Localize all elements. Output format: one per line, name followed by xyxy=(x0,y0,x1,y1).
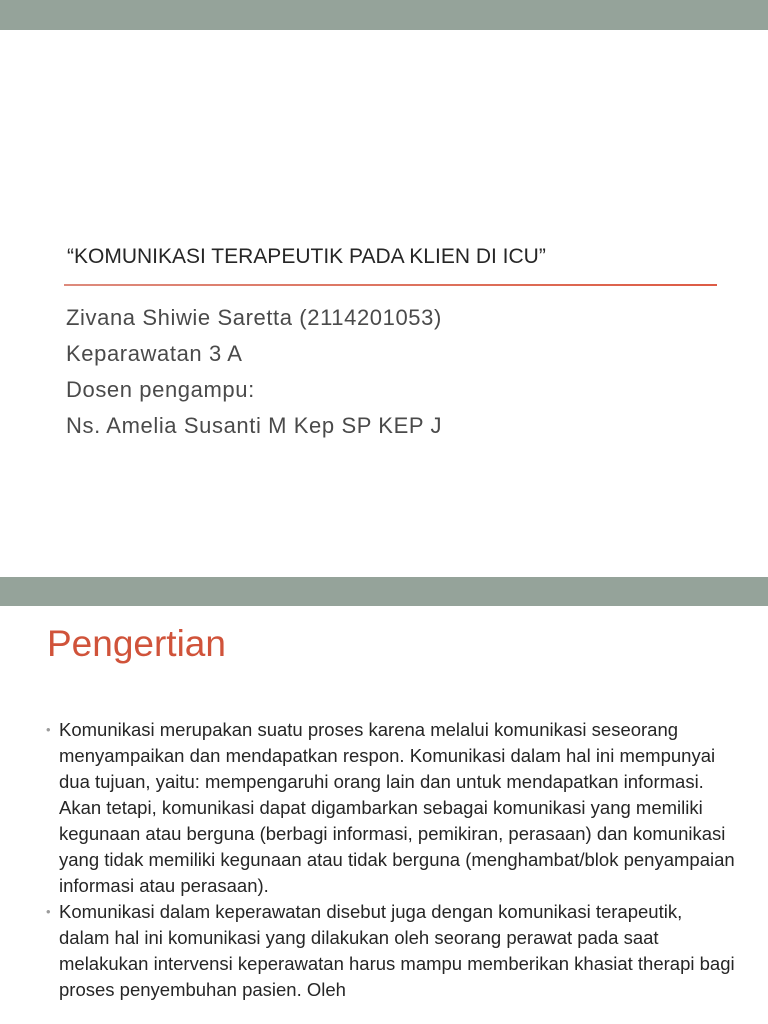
list-item xyxy=(46,717,736,899)
subtitle-author: Zivana Shiwie Saretta (2114201053) xyxy=(66,305,442,330)
bullet-icon: • xyxy=(46,904,51,919)
slide-header-bar xyxy=(0,0,768,30)
bullet-icon: • xyxy=(46,722,51,737)
bullet-text: Komunikasi dalam keperawatan disebut juga dengan komunikasi terapeutik, dalam hal ini komunikasi yang dilakukan oleh seorang perawat pada saat melakukan intervensi keperawatan harus mampu memberikan khasiat therapi bagi proses penyembuhan pasien. Oleh xyxy=(59,901,735,1000)
bullet-text: Komunikasi merupakan suatu proses karena melalui komunikasi seseorang menyampaikan dan mendapatkan respon. Komunikasi dalam hal ini mempunyai dua tujuan, yaitu: mempengaruhi orang lain dan untuk mendapatkan informasi. Akan tetapi, komunikasi dapat digambarkan sebagai komunikasi yang memiliki kegunaan atau berguna (berbagi informasi, pemikiran, perasaan) dan komunikasi yang tidak memiliki kegunaan atau tidak berguna (menghambat/blok penyampaian informasi atau perasaan). xyxy=(59,719,735,896)
bullet-list xyxy=(46,717,736,1003)
slide-title: “KOMUNIKASI TERAPEUTIK PADA KLIEN DI ICU” xyxy=(67,245,546,268)
content-slide xyxy=(0,577,768,1024)
slide-heading: Pengertian xyxy=(47,623,226,664)
list-item xyxy=(46,899,736,1003)
subtitle-lecturer-name: Ns. Amelia Susanti M Kep SP KEP J xyxy=(66,413,443,438)
subtitle-lecturer-label: Dosen pengampu: xyxy=(66,377,255,402)
subtitle-class: Keparawatan 3 A xyxy=(66,341,243,366)
subtitle-block xyxy=(66,300,442,444)
slide-header-bar xyxy=(0,577,768,606)
title-underline xyxy=(64,284,717,286)
